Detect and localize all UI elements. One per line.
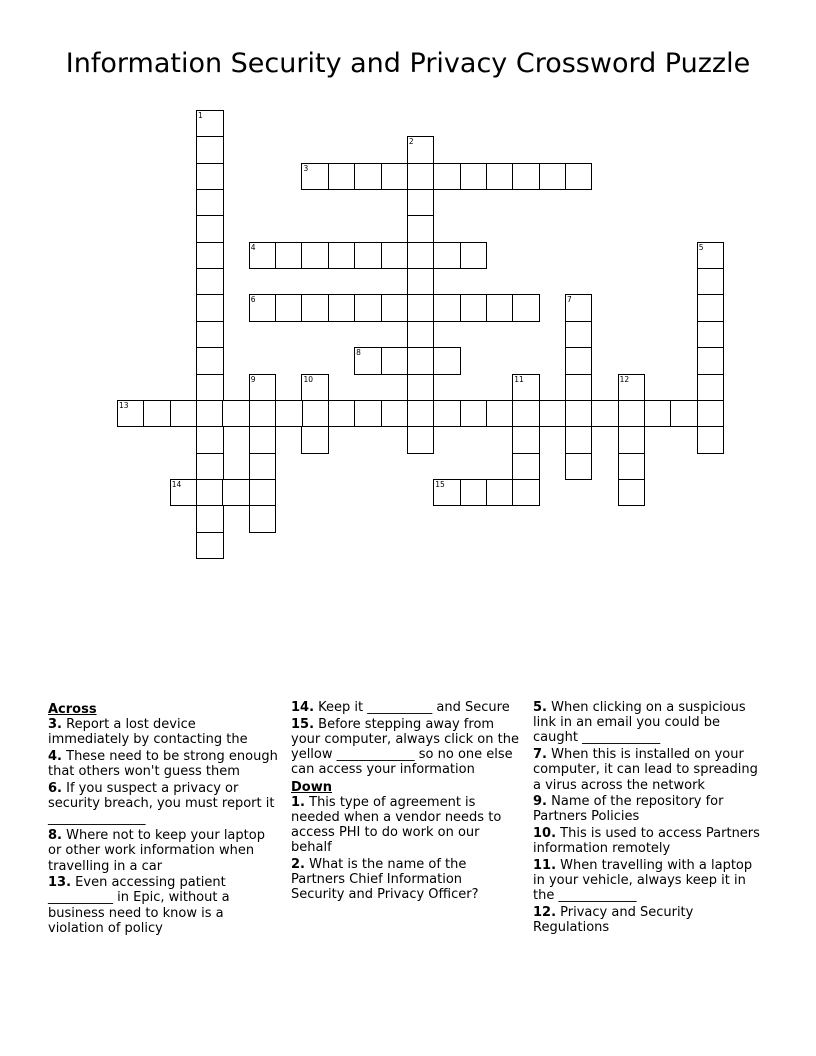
clues-column-3: [533, 700, 763, 937]
clue-number: 13.: [48, 875, 72, 891]
clue-number: 3.: [48, 717, 62, 733]
grid-cell[interactable]: [407, 294, 435, 322]
grid-cell[interactable]: [407, 163, 435, 191]
grid-cell[interactable]: [565, 453, 593, 481]
clue-number: 14.: [291, 700, 315, 715]
clue-down-1: [291, 795, 519, 856]
grid-cell[interactable]: [697, 321, 725, 349]
grid-cell[interactable]: [275, 242, 303, 270]
clue-down-10: [533, 826, 763, 856]
grid-cell[interactable]: [249, 400, 277, 428]
grid-cell[interactable]: [301, 400, 329, 428]
clue-number: 8.: [48, 828, 62, 844]
clue-text: If you suspect a privacy or security breach, you must report it _______________: [48, 781, 275, 827]
grid-cell[interactable]: [196, 136, 224, 164]
clue-text: Name of the repository for Partners Policies: [533, 794, 724, 825]
grid-cell[interactable]: [381, 242, 409, 270]
grid-cell[interactable]: [433, 400, 461, 428]
grid-cell[interactable]: [460, 163, 488, 191]
grid-cell[interactable]: [565, 321, 593, 349]
grid-cell[interactable]: [433, 294, 461, 322]
grid-cell[interactable]: [196, 453, 224, 481]
grid-cell[interactable]: [196, 426, 224, 454]
clue-text: Where not to keep your laptop or other work information when travelling in a car: [48, 828, 265, 874]
grid-cell[interactable]: [539, 163, 567, 191]
grid-cell[interactable]: [328, 242, 356, 270]
grid-cell[interactable]: [143, 400, 171, 428]
cell-number: 6: [250, 295, 256, 305]
clue-down-11: [533, 858, 763, 904]
clue-number: 12.: [533, 905, 557, 921]
clue-number: 4.: [48, 749, 62, 765]
grid-cell[interactable]: [222, 400, 250, 428]
clue-number: 6.: [48, 781, 62, 797]
cell-number: 5: [698, 242, 704, 252]
page-title: Information Security and Privacy Crossword Puzzle: [65, 48, 751, 79]
grid-cell[interactable]: [301, 242, 329, 270]
grid-cell[interactable]: [196, 242, 224, 270]
grid-cell[interactable]: [407, 400, 435, 428]
cell-number: 10: [303, 374, 313, 384]
clue-text: This type of agreement is needed when a vendor needs to access PHI to do work on our behalf: [291, 794, 502, 856]
grid-cell[interactable]: [539, 400, 567, 428]
grid-cell[interactable]: [512, 426, 540, 454]
grid-cell[interactable]: [697, 347, 725, 375]
clue-across-4: [48, 749, 280, 779]
grid-cell[interactable]: [196, 505, 224, 533]
grid-cell[interactable]: [196, 479, 224, 507]
grid-cell[interactable]: [486, 163, 514, 191]
clue-across-8: [48, 828, 280, 874]
clue-text: When this is installed on your computer, it can lead to spreading a virus across the network: [533, 747, 758, 793]
grid-cell[interactable]: [354, 163, 382, 191]
grid-cell[interactable]: [275, 400, 303, 428]
grid-cell[interactable]: [460, 479, 488, 507]
grid-cell[interactable]: [565, 347, 593, 375]
grid-cell[interactable]: [644, 400, 672, 428]
clue-number: 2.: [291, 857, 305, 873]
clue-text: Report a lost device immediately by contacting the: [48, 717, 248, 748]
grid-cell[interactable]: [460, 242, 488, 270]
clue-number: 1.: [291, 794, 305, 810]
clue-number: 11.: [533, 858, 557, 874]
grid-cell[interactable]: [697, 400, 725, 428]
grid-cell[interactable]: [249, 479, 277, 507]
grid-cell[interactable]: [407, 321, 435, 349]
grid-cell[interactable]: [196, 347, 224, 375]
grid-cell[interactable]: [512, 294, 540, 322]
clue-down-7: [533, 747, 763, 793]
grid-cell[interactable]: [328, 294, 356, 322]
clues-column-1: [48, 700, 280, 938]
clue-down-5: [533, 700, 763, 746]
clue-text: What is the name of the Partners Chief Information Security and Privacy Officer?: [291, 857, 479, 903]
grid-cell[interactable]: [565, 374, 593, 402]
clue-across-14: [291, 700, 519, 715]
grid-cell[interactable]: [407, 374, 435, 402]
grid-cell[interactable]: [328, 163, 356, 191]
clue-number: 15.: [291, 716, 315, 732]
grid-cell[interactable]: [407, 189, 435, 217]
grid-cell[interactable]: [381, 347, 409, 375]
grid-cell[interactable]: [618, 426, 646, 454]
grid-cell[interactable]: [381, 294, 409, 322]
grid-cell[interactable]: [196, 532, 224, 560]
clue-text: This is used to access Partners information remotely: [533, 826, 760, 857]
clue-text: Even accessing patient __________ in Epic, without a business need to know is a violation of policy: [48, 875, 230, 936]
grid-cell[interactable]: [697, 426, 725, 454]
grid-cell[interactable]: [170, 400, 198, 428]
cell-number: 12: [619, 374, 630, 384]
grid-cell[interactable]: [301, 294, 329, 322]
cell-number: 9: [250, 374, 256, 384]
grid-cell[interactable]: [222, 479, 250, 507]
clue-across-15: [291, 717, 519, 778]
cell-number: 4: [250, 242, 256, 252]
grid-cell[interactable]: [512, 479, 540, 507]
clue-down-12: [533, 905, 763, 935]
grid-cell[interactable]: [354, 400, 382, 428]
grid-cell[interactable]: [618, 453, 646, 481]
clue-text: When clicking on a suspicious link in an email you could be caught ____________: [533, 700, 746, 746]
grid-cell[interactable]: [565, 163, 593, 191]
grid-cell[interactable]: [433, 347, 461, 375]
clue-number: 5.: [533, 700, 547, 715]
clue-text: Before stepping away from your computer, always click on the yellow ____________ so no one else can access your information: [291, 716, 519, 778]
grid-cell[interactable]: [486, 294, 514, 322]
grid-cell[interactable]: [196, 163, 224, 191]
clue-number: 7.: [533, 747, 547, 763]
grid-cell[interactable]: [381, 400, 409, 428]
grid-cell[interactable]: [407, 347, 435, 375]
grid-cell[interactable]: [697, 294, 725, 322]
grid-cell[interactable]: [249, 505, 277, 533]
cell-number: 7: [566, 295, 572, 305]
grid-cell[interactable]: [275, 294, 303, 322]
clue-across-6: [48, 781, 280, 827]
grid-cell[interactable]: [697, 268, 725, 296]
grid-cell[interactable]: [433, 242, 461, 270]
cell-number: 14: [171, 479, 182, 489]
grid-cell[interactable]: [460, 400, 488, 428]
cell-number: 8: [356, 348, 361, 358]
clue-text: Keep it __________ and Secure: [318, 700, 510, 715]
grid-cell[interactable]: [618, 479, 646, 507]
down-heading: Down: [291, 779, 332, 795]
clue-number: 10.: [533, 826, 557, 842]
cell-number: 3: [303, 163, 309, 173]
grid-cell[interactable]: [249, 426, 277, 454]
clue-text: These need to be strong enough that others won't guess them: [48, 749, 278, 780]
grid-cell[interactable]: [407, 242, 435, 270]
grid-cell[interactable]: [591, 400, 619, 428]
clue-text: When travelling with a laptop in your vehicle, always keep it in the ____________: [533, 858, 753, 904]
grid-cell[interactable]: [512, 163, 540, 191]
grid-cell[interactable]: [565, 426, 593, 454]
grid-cell[interactable]: [381, 163, 409, 191]
grid-cell[interactable]: [196, 294, 224, 322]
clue-across-3: [48, 717, 280, 747]
grid-cell[interactable]: [512, 453, 540, 481]
grid-cell[interactable]: [196, 215, 224, 243]
clue-down-2: [291, 857, 519, 903]
cell-number: 2: [408, 137, 414, 147]
clue-down-9: [533, 794, 763, 824]
clue-across-13: [48, 875, 280, 936]
grid-cell[interactable]: [354, 294, 382, 322]
grid-cell[interactable]: [354, 242, 382, 270]
grid-cell[interactable]: [301, 426, 329, 454]
grid-cell[interactable]: [670, 400, 698, 428]
grid-cell[interactable]: [328, 400, 356, 428]
cell-number: 13: [119, 400, 129, 410]
grid-cell[interactable]: [460, 294, 488, 322]
grid-cell[interactable]: [249, 453, 277, 481]
grid-cell[interactable]: [407, 215, 435, 243]
grid-cell[interactable]: [407, 426, 435, 454]
grid-cell[interactable]: [196, 374, 224, 402]
across-heading: Across: [48, 702, 97, 717]
clue-text: Privacy and Security Regulations: [533, 905, 694, 936]
grid-cell[interactable]: [433, 163, 461, 191]
grid-cell[interactable]: [697, 374, 725, 402]
grid-cell[interactable]: [486, 479, 514, 507]
cell-number: 11: [514, 374, 524, 384]
grid-cell[interactable]: [512, 400, 540, 428]
grid-cell[interactable]: [486, 400, 514, 428]
grid-cell[interactable]: [196, 321, 224, 349]
cell-number: 15: [435, 479, 445, 489]
clues-column-2: [291, 700, 519, 904]
grid-cell[interactable]: [565, 400, 593, 428]
cell-number: 1: [198, 111, 203, 120]
grid-cell[interactable]: [196, 189, 224, 217]
grid-cell[interactable]: [196, 400, 224, 428]
clue-number: 9.: [533, 794, 547, 810]
grid-cell[interactable]: [196, 268, 224, 296]
grid-cell[interactable]: [407, 268, 435, 296]
grid-cell[interactable]: [618, 400, 646, 428]
